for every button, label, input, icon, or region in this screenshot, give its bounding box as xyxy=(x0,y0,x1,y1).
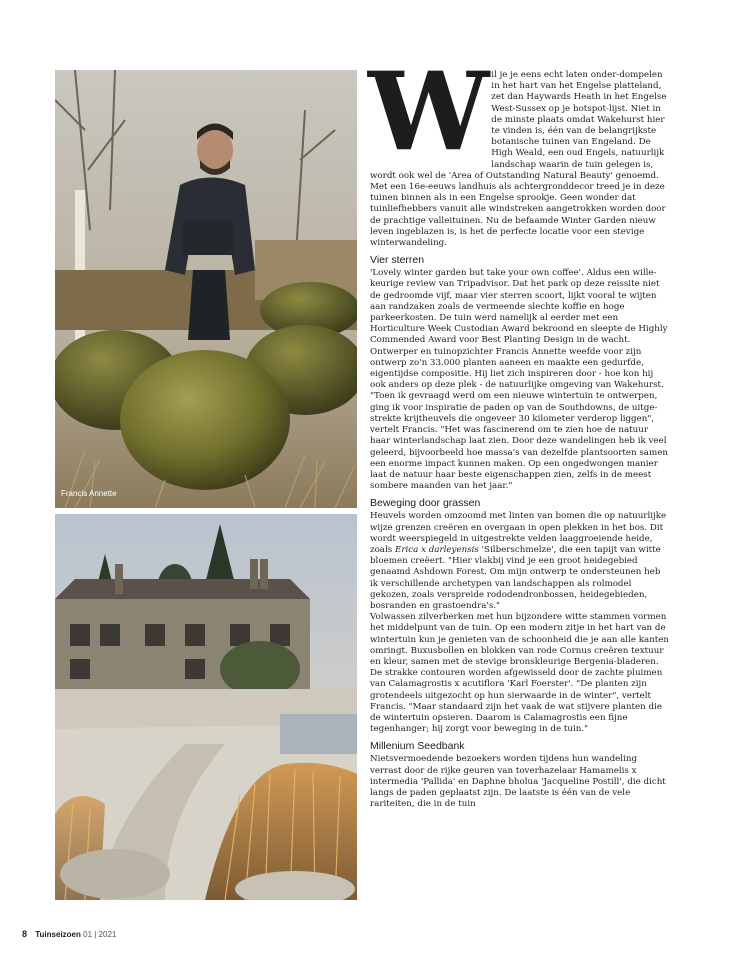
photo-caption: Francis Annette xyxy=(61,489,117,498)
drop-cap: W xyxy=(368,49,486,175)
section2-p1-text-b: 'Silberschmelze', die een tapijt van witte bloemen creëert. "Hier vlakbij vind je een groot heidegebied genaamd Ashdown Forest. Om mijn ontwerp te ondersteunen heb ik verschillende archetypen van landschappen als rolmodel gekozen, zoals verspreide rododendronbossen, heidegebieden, bosranden en grastoendra's." xyxy=(370,544,661,611)
gardener-photo-illustration xyxy=(55,70,357,508)
section3-paragraph-1: Nietsvermoedende bezoekers worden tijdens hun wandeling verrast door de rijke geuren van toverhazelaar Hamamelis x intermedia 'Pallida' en Daphne bholua 'Jacqueline Postill', die dicht langs de paden geplaatst zijn. De laatste is één van de vele rariteiten, die in de tuin xyxy=(370,754,666,810)
section2-p1-text-a: Heuvels worden omzoomd met linten van bomen die op natuurlijke wijze grenzen creëren en overgaan in open plekken in het bos. Dit wordt weerspiegeld in uitgestrekte velden laaggroeiende heide, zoals xyxy=(370,511,667,555)
photo-gardener-portrait xyxy=(55,70,357,508)
section-heading-seedbank: Millenium Seedbank xyxy=(370,740,465,753)
section-heading-beweging: Beweging door grassen xyxy=(370,497,481,510)
section1-paragraph-1: 'Lovely winter garden but take your own coffee'. Aldus een wille-keurige review van Tripadvisor. Dat het park op deze reissite niet de gedroomde vijf, maar vier sterren scoort, lijkt vooral te wijten aan randzaken zoals de vermeende slechte koffie en hoge parkeerkosten. De tuin werd namelijk al eerder met een Horticulture Week Custodian Award bekroond en sleepte de Highly Commended Award voor Best Planting Design in de wacht. xyxy=(370,268,668,346)
article-column xyxy=(368,49,670,810)
section2-paragraph-2: Volwassen zilverberken met hun bijzondere witte stammen vormen het middelpunt van de tuin. Op een modern zitje in het hart van de wintertuin kun je genieten van de schoonheid die je aan alle kanten omringt. Buxusbollen en blokken van rode Cornus creëren textuur en kleur, samen met de stevige bronskleurige Bergenia-bladeren. De strakke contouren worden afgewisseld door de zachte pluimen van Calamagrostis x acutiflora 'Karl Foerster'. "De planten zijn grotendeels uitgezocht op hun sierwaarde in de winter", vertelt Francis. "Maar standaard zijn het vaak de wat stijvere planten die de wintertuin opsieren. Daarom is Calamagrostis een fijne tegenhanger; hij zorgt voor beweging in de tuin." xyxy=(370,612,670,735)
section2-paragraph-1 xyxy=(370,511,670,612)
article-intro: il je je eens echt laten onder-dompelen in het hart van het Engelse platteland, zet dan Haywards Heath in het Engelse West-Sussex op je hotspot-lijst. Niet in de minste plaats omdat Wakehurst hier te vinden is, één van de belangrijkste botanische tuinen van Engeland. De High Weald, een oud Engels, natuurlijk landschap waarin de tuin gelegen is, wordt ook wel de 'Area of Outstanding Natural Beauty' genoemd. Met een 16e-eeuws landhuis als achtergronddecor treed je in deze tuinen binnen als in een Engelse sprookje. Geen wonder dat tuinliefhebbers vanuit alle windstreken aangetrokken worden door de prachtige valleituinen. Nu de befaamde Winter Garden nieuw leven ingeblazen is, is het de perfecte locatie voor een stevige winterwandeling. xyxy=(370,70,667,249)
manor-photo-illustration xyxy=(55,514,357,900)
section-heading-vier-sterren: Vier sterren xyxy=(370,254,425,267)
page-number: 8 xyxy=(22,929,28,939)
section1-paragraph-2: Ontwerper en tuinopzichter Francis Annette weefde voor zijn ontwerp zo'n 33.000 planten aaneen en maakte een gedurfde, eigentijdse compositie. Hij liet zich inspireren door - hoe kon hij ook anders op deze plek - de natuurlijke omgeving van Wakehurst. "Toen ik gevraagd werd om een nieuwe wintertuin te ontwerpen, ging ik voor inspiratie de paden op van de Southdowns, de uitge-strekte krijtheuvels die ongeveer 30 kilometer verderop liggen", vertelt Francis. "Het was fascinerend om te zien hoe de natuur haar winterlandschap laat zien. Door deze wandelingen heb ik veel geleerd, bijvoorbeeld hoe massa's van dezelfde plantsoorten samen een enorme impact kunnen maken. Op een ongedwongen manier laat de natuur haar beste eigenschappen zien, zelfs in de meest sombere maanden van het jaar." xyxy=(370,346,668,492)
page-footer xyxy=(22,929,116,939)
section2-p1-latin-name: Erica x darleyensis xyxy=(395,544,479,555)
magazine-name: Tuinseizoen xyxy=(35,930,81,939)
issue-number: 01 | 2021 xyxy=(83,930,117,939)
photo-manor-winter-garden xyxy=(55,514,357,900)
